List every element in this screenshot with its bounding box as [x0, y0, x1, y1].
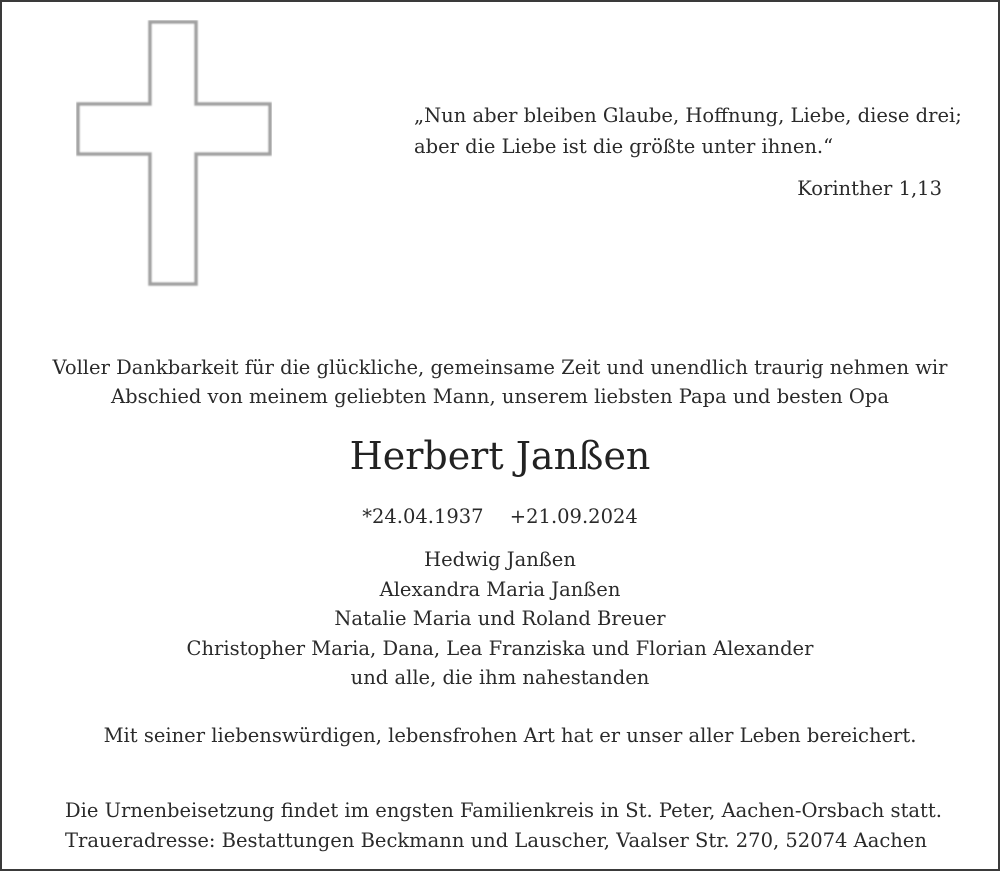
mourner-line: Alexandra Maria Janßen — [379, 577, 621, 601]
mourning-address: Traueradresse: Bestattungen Beckmann und Lauscher, Vaalser Str. 270, 52074 Aachen — [65, 829, 927, 852]
mourner-line: und alle, die ihm nahestanden — [350, 666, 650, 689]
mourner-line: Hedwig Janßen — [424, 548, 576, 571]
burial-info: Die Urnenbeisetzung findet im engsten Familienkreis in St. Peter, Aachen-Orsbach statt. — [65, 799, 942, 822]
quote-line-1: „Nun aber bleiben Glaube, Hoffnung, Liebe, diese drei; — [414, 104, 962, 127]
quote-line-2: aber die Liebe ist die größte unter ihnen.“ — [414, 135, 834, 158]
death-date: +21.09.2024 — [509, 505, 638, 528]
intro-text — [2, 353, 998, 411]
mourners-list — [2, 545, 998, 693]
quote-source: Korinther 1,13 — [797, 177, 942, 200]
deceased-name: Herbert Janßen — [349, 434, 651, 478]
cross-icon — [76, 20, 272, 288]
bible-quote — [414, 100, 962, 162]
mourner-line: Christopher Maria, Dana, Lea Franziska und Florian Alexander — [186, 636, 814, 660]
intro-line-2: Abschied von meinem geliebten Mann, unserem liebsten Papa und besten Opa — [111, 385, 889, 408]
intro-line-1: Voller Dankbarkeit für die glückliche, gemeinsame Zeit und unendlich traurig nehmen wir — [52, 356, 948, 379]
life-dates — [2, 502, 998, 532]
birth-date: *24.04.1937 — [362, 505, 484, 528]
mourner-line: Natalie Maria und Roland Breuer — [334, 607, 666, 630]
closing-sentence: Mit seiner liebenswürdigen, lebensfrohen Art hat er unser aller Leben bereichert. — [103, 724, 917, 747]
funeral-info — [65, 796, 942, 856]
